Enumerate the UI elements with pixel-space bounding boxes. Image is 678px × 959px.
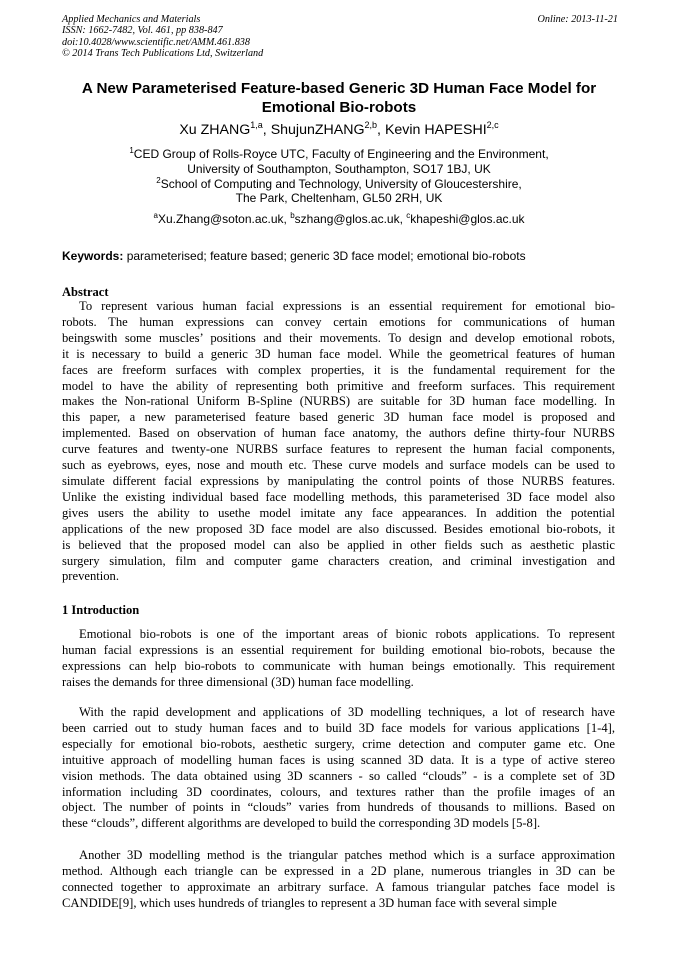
text-line: expressions can help bio-robots to communicate with human beings emotionally. This requirement — [62, 658, 615, 673]
text-line: information including 3D coordinates, colours, and textures rather than the profile images of an — [62, 784, 615, 799]
online-date: Online: 2013-11-21 — [537, 14, 618, 25]
text-line: been carried out to study human faces and to build 3D face models for various applications [1-4], — [62, 720, 615, 735]
affiliation-2-line-2: The Park, Cheltenham, GL50 2RH, UK — [235, 191, 443, 206]
introduction-heading: 1 Introduction — [62, 603, 140, 617]
text-line: curve features and twenty-one NURBS surface features to represent the human facial components, — [62, 442, 615, 457]
text-line: To represent various human facial expressions is an essential requirement for emotional bio- — [79, 299, 615, 313]
author-2-marker: 2,b — [364, 120, 378, 130]
text-line: Unlike the existing individual based face modelling methods, this parameterised 3D face model also — [62, 489, 615, 504]
text-line: robots. The human expressions can convey certain emotions for communications of human — [62, 314, 615, 329]
text-line: such as eyebrows, eyes, nose and mouth etc. These curve models and surface models can be used to — [62, 458, 615, 473]
text-line: gives users the ability to usethe model imitate any face appearances. In addition the potential — [62, 505, 615, 520]
text-line: it is necessary to build a generic 3D human face model. While the geometrical features of human — [62, 346, 615, 361]
text-line: surgery simulation, film and computer game characters creation, and criminal investigation and — [62, 553, 615, 568]
text-line: intuitive approach of modelling human faces is using scanned 3D data. It is a type of active stereo — [62, 752, 615, 767]
author-1-name: Xu ZHANG — [179, 122, 251, 138]
keywords-text: parameterised; feature based; generic 3D face model; emotional bio-robots — [123, 249, 526, 263]
text-line: CANDIDE[9], which uses hundreds of triangles to represent a 3D human face with several simple — [62, 895, 557, 910]
author-2-name: ShujunZHANG — [270, 122, 365, 138]
text-line: connected together to approximate an arbitrary surface. A famous triangular patches face model is — [62, 879, 615, 894]
author-3-name: Kevin HAPESHI — [384, 122, 487, 138]
text-line: object. The number of points in “clouds” varies from hundreds of thousands to millions. Based on — [62, 800, 615, 815]
title-line-1: A New Parameterised Feature-based Generic 3D Human Face Model for — [81, 80, 597, 97]
introduction-paragraph-1 — [62, 627, 615, 691]
journal-doi: doi:10.4028/www.scientific.net/AMM.461.838 — [62, 36, 250, 48]
introduction-paragraph-2 — [62, 705, 615, 832]
text-line: prevention. — [62, 569, 120, 584]
affiliation-2-marker: 2 — [156, 175, 161, 185]
affiliation-1-text: CED Group of Rolls-Royce UTC, Faculty of Engineering and the Environment, — [133, 147, 549, 161]
author-3-marker: 2,c — [486, 120, 499, 130]
abstract-heading: Abstract — [62, 285, 109, 299]
text-line: Another 3D modelling method is the triangular patches method which is a surface approximation — [79, 848, 615, 862]
text-line: method. Although each triangle can be expressed in a 2D plane, numerous triangles in 3D can be — [62, 863, 615, 878]
affiliation-1-line-2: University of Southampton, Southampton, SO17 1BJ, UK — [187, 161, 491, 176]
journal-header — [62, 14, 618, 60]
text-line: applications of the new proposed 3D face model are also discussed. Besides emotional bio-robots, it — [62, 521, 615, 536]
text-line: is believed that the proposed model can also be applied in other fields such as aesthetic plastic — [62, 537, 615, 552]
affiliation-1-line-1 — [40, 147, 638, 162]
text-line: simulate different facial expressions by manipulating the control points of those NURBS features. — [62, 473, 615, 488]
author-separator: , — [262, 122, 271, 138]
text-line: Emotional bio-robots is one of the important areas of bionic robots applications. To represent — [79, 627, 615, 641]
text-line: especially for emotional bio-robots, aesthetic surgery, crime detection and computer game etc. One — [62, 736, 615, 751]
abstract-body — [62, 299, 615, 585]
journal-name: Applied Mechanics and Materials — [62, 14, 201, 25]
affiliation-2-text: School of Computing and Technology, University of Gloucestershire, — [160, 176, 522, 191]
affiliations — [40, 147, 638, 206]
text-line: With the rapid development and applications of 3D modelling techniques, a lot of research have — [79, 705, 615, 719]
email-c-marker: c — [406, 211, 411, 220]
text-line: implemented. Based on observation of human face anatomy, the authors define thirty-four NURBS — [62, 426, 615, 441]
author-1-marker: 1,a — [250, 120, 263, 130]
text-line: these “clouds”, different algorithms are developed to build the corresponding 3D models [5-8]. — [62, 816, 541, 831]
keywords — [62, 249, 618, 264]
text-line: beingswith some muscles’ positions and their movements. To design and develop emotional robots, — [62, 330, 615, 345]
text-line: model to have the ability of representing both primitive and freeform surfaces. This requirement — [62, 378, 615, 393]
paper-title — [40, 80, 638, 117]
keywords-label: Keywords: — [62, 249, 124, 263]
affiliation-2-line-1 — [40, 177, 638, 192]
journal-issn: ISSN: 1662-7482, Vol. 461, pp 838-847 — [62, 25, 223, 37]
title-line-2: Emotional Bio-robots — [261, 98, 417, 116]
journal-copyright: © 2014 Trans Tech Publications Ltd, Switzerland — [62, 48, 264, 60]
introduction-paragraph-3 — [62, 848, 615, 912]
text-line: vision methods. The data obtained using 3D scanners - so called “clouds” - is a complete set of 3D — [62, 768, 615, 783]
email-b[interactable]: szhang@glos.ac.uk, — [294, 212, 407, 226]
email-a-marker: a — [153, 211, 158, 220]
text-line: human facial expressions is an essential requirement for building emotional bio-robots, because the — [62, 642, 615, 657]
email-b-marker: b — [290, 211, 295, 220]
text-line: faces are freeform surfaces with complex properties, it is the fundamental requirement for the — [62, 362, 615, 377]
email-c[interactable]: khapeshi@glos.ac.uk — [410, 212, 525, 226]
affiliation-1-marker: 1 — [129, 146, 134, 155]
author-list — [40, 121, 638, 139]
text-line: makes the Non-rational Uniform B-Spline (NURBS) are suitable for 3D human face modelling. In — [62, 394, 615, 409]
text-line: this paper, a new parameterised feature based generic 3D human face model is proposed and — [62, 410, 615, 425]
author-emails — [40, 212, 638, 227]
text-line: raises the demands for three dimensional (3D) human face modelling. — [62, 674, 414, 689]
email-a[interactable]: Xu.Zhang@soton.ac.uk, — [157, 212, 291, 226]
author-separator: , — [377, 122, 385, 138]
